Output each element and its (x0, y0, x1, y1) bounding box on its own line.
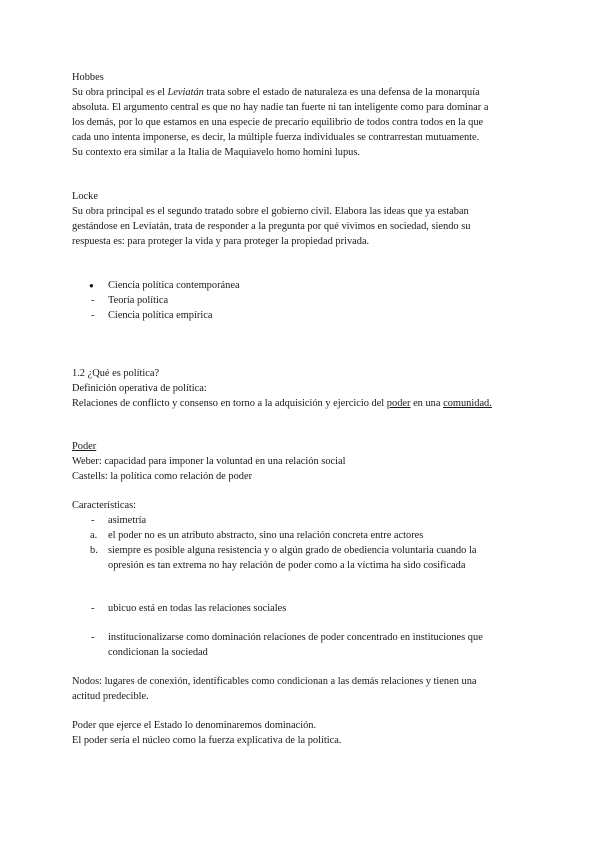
leviatan-title: Leviatán (167, 87, 204, 98)
list-item: Teoría política (108, 295, 169, 306)
list-item: institucionalizarse como dominación relaciones de poder concentrado en instituciones que (108, 632, 483, 643)
dash-marker: - (91, 295, 95, 306)
locke-line-3: respuesta es: para proteger la vida y para proteger la propiedad privada. (72, 236, 370, 247)
dash-marker: - (91, 603, 95, 614)
closing-line-1: Poder que ejerce el Estado lo denominaremos dominación. (72, 720, 317, 731)
hobbes-line-1: Su obra principal es el Leviatán trata sobre el estado de naturaleza es una defensa de la monarquía (72, 87, 480, 98)
letter-marker: b. (90, 545, 98, 556)
section-heading: 1.2 ¿Qué es política? (72, 368, 160, 379)
hobbes-line-5: Su contexto era similar a la Italia de Maquiavelo homo homini lupus. (72, 147, 360, 158)
list-item: Ciencia política contemporánea (108, 280, 240, 291)
hobbes-line-3: los demás, por lo que estamos en una especie de precario equilibrio de todos contra todos en la que (72, 117, 484, 128)
list-item-continuation: condicionan la sociedad (108, 647, 208, 658)
locke-title: Locke (72, 191, 98, 202)
bullet-marker: ● (89, 281, 94, 290)
poder-title: Poder (72, 441, 97, 452)
closing-line-2: El poder sería el núcleo como la fuerza explicativa de la política. (72, 735, 342, 746)
list-item: ubicuo está en todas las relaciones sociales (108, 603, 287, 614)
poder-underlined: poder (386, 398, 411, 409)
list-item: el poder no es un atributo abstracto, sino una relación concreta entre actores (108, 530, 424, 541)
hobbes-title: Hobbes (72, 72, 104, 83)
locke-line-2: gestándose en Leviatán, trata de responder a la pregunta por qué vivimos en sociedad, siendo su (72, 221, 471, 232)
locke-line-1: Su obra principal es el segundo tratado sobre el gobierno civil. Elabora las ideas que ya estaban (72, 206, 469, 217)
list-item: asimetría (108, 515, 147, 526)
comunidad-underlined: comunidad. (443, 398, 492, 409)
weber-definition: Weber: capacidad para imponer la voluntad en una relación social (72, 456, 346, 467)
hobbes-line-4: cada uno intenta imponerse, es decir, la múltiple fuerza individuales se contrarrestan mutuamente. (72, 132, 480, 143)
castells-definition: Castells: la política como relación de poder (72, 471, 253, 482)
nodos-line-1: Nodos: lugares de conexión, identificables como condicionan a las demás relaciones y tienen una (72, 676, 477, 687)
list-item: Ciencia política empírica (108, 310, 213, 321)
definition-label: Definición operativa de política: (72, 383, 207, 394)
letter-marker: a. (90, 530, 98, 541)
list-item: siempre es posible alguna resistencia y o algún grado de obediencia voluntaria cuando la (108, 545, 477, 556)
nodos-line-2: actitud predecible. (72, 691, 149, 702)
dash-marker: - (91, 632, 95, 643)
list-item-continuation: opresión es tan extrema no hay relación de poder como a la víctima ha sido cosificada (108, 560, 466, 571)
dash-marker: - (91, 515, 95, 526)
hobbes-line-2: absoluta. El argumento central es que no hay nadie tan fuerte ni tan inteligente como para dominar a (72, 102, 489, 113)
dash-marker: - (91, 310, 95, 321)
caracteristicas-label: Características: (72, 500, 137, 511)
definition-text: Relaciones de conflicto y consenso en torno a la adquisición y ejercicio del poder en una comunidad. (72, 398, 492, 409)
